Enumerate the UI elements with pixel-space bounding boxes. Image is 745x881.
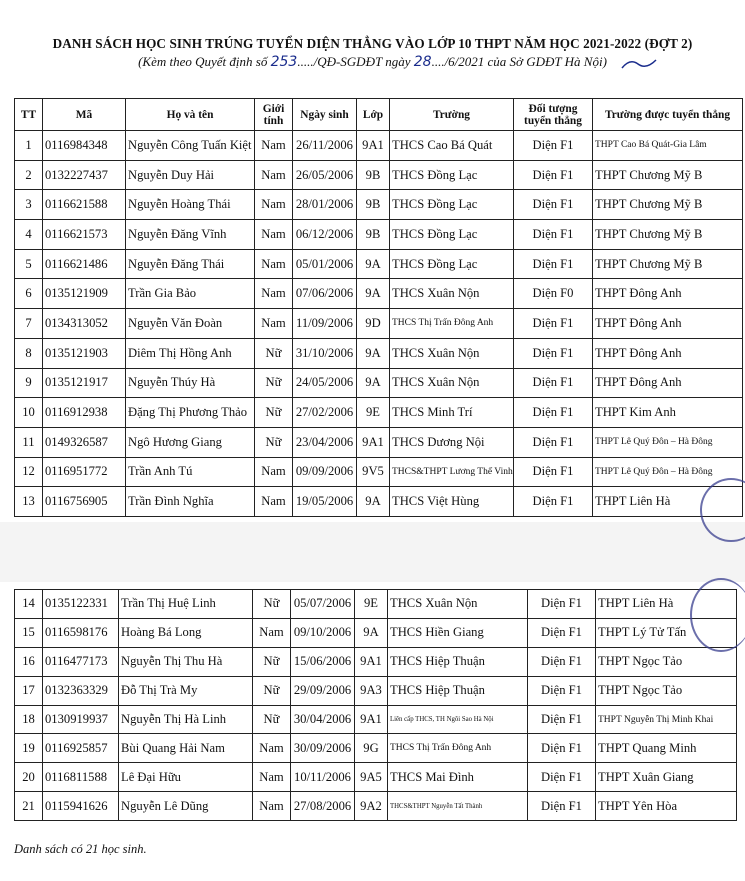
cell-admitted-school: THPT Cao Bá Quát-Gia Lâm — [593, 131, 743, 161]
table-row — [15, 338, 743, 368]
cell-gender: Nam — [255, 220, 293, 250]
cell-name: Nguyễn Đăng Thái — [126, 249, 255, 279]
cell-gender: Nữ — [253, 705, 291, 734]
cell-tt: 16 — [15, 647, 43, 676]
cell-dob: 07/06/2006 — [293, 279, 357, 309]
table-row — [15, 368, 743, 398]
cell-admitted-school: THPT Đông Anh — [593, 279, 743, 309]
cell-code: 0115941626 — [43, 792, 119, 821]
cell-class: 9A — [357, 279, 390, 309]
cell-tt: 19 — [15, 734, 43, 763]
cell-admitted-school: THPT Liên Hà — [596, 590, 737, 619]
cell-tt: 5 — [15, 249, 43, 279]
cell-tt: 7 — [15, 309, 43, 339]
cell-tt: 4 — [15, 220, 43, 250]
cell-class: 9A — [357, 249, 390, 279]
subtitle-suffix: ..../6/2021 của Sở GDĐT Hà Nội) — [431, 54, 607, 69]
table-row — [15, 220, 743, 250]
cell-admitted-school: THPT Đông Anh — [593, 338, 743, 368]
cell-dob: 15/06/2006 — [291, 647, 355, 676]
cell-school: THCS Thị Trấn Đông Anh — [388, 734, 528, 763]
cell-category: Diện F1 — [528, 734, 596, 763]
table-row — [15, 676, 737, 705]
cell-gender: Nữ — [253, 676, 291, 705]
cell-dob: 19/05/2006 — [293, 487, 357, 517]
cell-gender: Nam — [255, 160, 293, 190]
cell-class: 9A3 — [355, 676, 388, 705]
cell-dob: 11/09/2006 — [293, 309, 357, 339]
cell-school: THCS Mai Đình — [388, 763, 528, 792]
cell-tt: 13 — [15, 487, 43, 517]
decision-number: 253 — [270, 54, 298, 70]
table-row — [15, 618, 737, 647]
table-row — [15, 427, 743, 457]
cell-category: Diện F0 — [514, 279, 593, 309]
column-header-tt: TT — [15, 99, 43, 131]
cell-name: Diêm Thị Hồng Anh — [126, 338, 255, 368]
cell-category: Diện F1 — [514, 338, 593, 368]
cell-dob: 27/02/2006 — [293, 398, 357, 428]
cell-gender: Nam — [255, 249, 293, 279]
cell-name: Bùi Quang Hải Nam — [119, 734, 253, 763]
cell-dob: 09/10/2006 — [291, 618, 355, 647]
table-row — [15, 457, 743, 487]
cell-dob: 28/01/2006 — [293, 190, 357, 220]
cell-school: THCS Hiệp Thuận — [388, 676, 528, 705]
cell-category: Diện F1 — [514, 368, 593, 398]
cell-tt: 15 — [15, 618, 43, 647]
cell-dob: 05/07/2006 — [291, 590, 355, 619]
cell-admitted-school: THPT Quang Minh — [596, 734, 737, 763]
cell-admitted-school: THPT Xuân Giang — [596, 763, 737, 792]
cell-category: Diện F1 — [528, 590, 596, 619]
cell-code: 0135122331 — [43, 590, 119, 619]
cell-school: THCS Minh Trí — [390, 398, 514, 428]
table-row — [15, 705, 737, 734]
cell-code: 0116951772 — [43, 457, 126, 487]
cell-name: Đặng Thị Phương Thảo — [126, 398, 255, 428]
table-row — [15, 763, 737, 792]
cell-class: 9E — [357, 398, 390, 428]
cell-category: Diện F1 — [528, 705, 596, 734]
cell-gender: Nam — [253, 792, 291, 821]
cell-code: 0116598176 — [43, 618, 119, 647]
subtitle-prefix: (Kèm theo Quyết định số — [138, 54, 271, 69]
table-row — [15, 279, 743, 309]
cell-school: THCS&THPT Lương Thế Vinh — [390, 457, 514, 487]
cell-admitted-school: THPT Liên Hà — [593, 487, 743, 517]
cell-dob: 10/11/2006 — [291, 763, 355, 792]
cell-category: Diện F1 — [528, 792, 596, 821]
table-body-page1 — [15, 131, 743, 517]
cell-code: 0116811588 — [43, 763, 119, 792]
cell-admitted-school: THPT Ngọc Tảo — [596, 647, 737, 676]
cell-code: 0135121917 — [43, 368, 126, 398]
cell-tt: 17 — [15, 676, 43, 705]
table-row — [15, 792, 737, 821]
cell-admitted-school: THPT Yên Hòa — [596, 792, 737, 821]
cell-class: 9A — [357, 487, 390, 517]
cell-code: 0132363329 — [43, 676, 119, 705]
cell-school: THCS Hiền Giang — [388, 618, 528, 647]
table-header — [15, 99, 743, 131]
column-header-school: Trường — [390, 99, 514, 131]
cell-name: Nguyễn Lê Dũng — [119, 792, 253, 821]
cell-code: 0116925857 — [43, 734, 119, 763]
cell-code: 0116984348 — [43, 131, 126, 161]
cell-gender: Nam — [253, 763, 291, 792]
table-row — [15, 249, 743, 279]
cell-school: THCS Đồng Lạc — [390, 249, 514, 279]
column-header-class: Lớp — [357, 99, 390, 131]
table-row — [15, 734, 737, 763]
cell-name: Nguyễn Văn Đoàn — [126, 309, 255, 339]
cell-category: Diện F1 — [514, 487, 593, 517]
cell-code: 0116621588 — [43, 190, 126, 220]
cell-name: Nguyễn Thị Thu Hà — [119, 647, 253, 676]
signature-mark — [620, 54, 660, 74]
cell-class: 9V5 — [357, 457, 390, 487]
cell-admitted-school: THPT Chương Mỹ B — [593, 190, 743, 220]
cell-school: THCS Việt Hùng — [390, 487, 514, 517]
cell-school: THCS Hiệp Thuận — [388, 647, 528, 676]
cell-admitted-school: THPT Lý Tử Tấn — [596, 618, 737, 647]
cell-admitted-school: THPT Chương Mỹ B — [593, 160, 743, 190]
cell-gender: Nam — [255, 309, 293, 339]
cell-school: THCS Thị Trấn Đông Anh — [390, 309, 514, 339]
table-row — [15, 160, 743, 190]
cell-name: Nguyễn Đăng Vĩnh — [126, 220, 255, 250]
cell-admitted-school: THPT Kim Anh — [593, 398, 743, 428]
column-header-admitted-school: Trường được tuyển thẳng — [593, 99, 743, 131]
cell-name: Đỗ Thị Trà My — [119, 676, 253, 705]
column-header-category: Đối tượng tuyển thẳng — [514, 99, 593, 131]
cell-admitted-school: THPT Ngọc Tảo — [596, 676, 737, 705]
cell-code: 0116621573 — [43, 220, 126, 250]
cell-class: 9A1 — [357, 427, 390, 457]
cell-category: Diện F1 — [528, 676, 596, 705]
cell-dob: 09/09/2006 — [293, 457, 357, 487]
official-stamp — [690, 578, 745, 652]
cell-category: Diện F1 — [514, 160, 593, 190]
cell-name: Nguyễn Công Tuấn Kiệt — [126, 131, 255, 161]
cell-category: Diện F1 — [514, 309, 593, 339]
cell-class: 9B — [357, 190, 390, 220]
column-header-code: Mã — [43, 99, 126, 131]
cell-dob: 30/04/2006 — [291, 705, 355, 734]
cell-class: 9B — [357, 220, 390, 250]
cell-name: Nguyễn Thúy Hà — [126, 368, 255, 398]
cell-category: Diện F1 — [528, 618, 596, 647]
cell-admitted-school: THPT Đông Anh — [593, 309, 743, 339]
cell-code: 0116621486 — [43, 249, 126, 279]
cell-school: THCS Đồng Lạc — [390, 160, 514, 190]
cell-dob: 24/05/2006 — [293, 368, 357, 398]
cell-admitted-school: THPT Chương Mỹ B — [593, 249, 743, 279]
cell-name: Trần Gia Bảo — [126, 279, 255, 309]
cell-gender: Nữ — [255, 368, 293, 398]
cell-category: Diện F1 — [514, 427, 593, 457]
cell-class: 9A1 — [357, 131, 390, 161]
cell-tt: 11 — [15, 427, 43, 457]
cell-dob: 26/05/2006 — [293, 160, 357, 190]
cell-dob: 29/09/2006 — [291, 676, 355, 705]
cell-gender: Nam — [255, 279, 293, 309]
cell-class: 9A — [357, 368, 390, 398]
cell-admitted-school: THPT Nguyễn Thị Minh Khai — [596, 705, 737, 734]
cell-code: 0135121909 — [43, 279, 126, 309]
cell-tt: 18 — [15, 705, 43, 734]
table-body-page2 — [15, 590, 737, 821]
cell-gender: Nam — [255, 487, 293, 517]
cell-admitted-school: THPT Lê Quý Đôn – Hà Đông — [593, 457, 743, 487]
cell-school: THCS Xuân Nộn — [388, 590, 528, 619]
cell-name: Lê Đại Hữu — [119, 763, 253, 792]
cell-code: 0116756905 — [43, 487, 126, 517]
cell-category: Diện F1 — [514, 190, 593, 220]
cell-class: 9A1 — [355, 647, 388, 676]
cell-tt: 21 — [15, 792, 43, 821]
cell-tt: 3 — [15, 190, 43, 220]
cell-gender: Nữ — [253, 647, 291, 676]
cell-school: THCS Xuân Nộn — [390, 279, 514, 309]
cell-dob: 05/01/2006 — [293, 249, 357, 279]
cell-category: Diện F1 — [514, 220, 593, 250]
cell-school: THCS&THPT Nguyễn Tất Thành — [388, 792, 528, 821]
cell-name: Trần Anh Tú — [126, 457, 255, 487]
cell-name: Ngô Hương Giang — [126, 427, 255, 457]
subtitle-middle: ...../QĐ-SGDĐT ngày — [297, 54, 414, 69]
cell-tt: 12 — [15, 457, 43, 487]
cell-school: THCS Đồng Lạc — [390, 220, 514, 250]
cell-code: 0116477173 — [43, 647, 119, 676]
cell-class: 9E — [355, 590, 388, 619]
cell-school: THCS Xuân Nộn — [390, 368, 514, 398]
cell-dob: 23/04/2006 — [293, 427, 357, 457]
table-row — [15, 131, 743, 161]
cell-admitted-school: THPT Đông Anh — [593, 368, 743, 398]
cell-gender: Nữ — [253, 590, 291, 619]
table-row — [15, 647, 737, 676]
cell-dob: 31/10/2006 — [293, 338, 357, 368]
cell-dob: 06/12/2006 — [293, 220, 357, 250]
decision-day: 28 — [413, 54, 432, 70]
table-row — [15, 487, 743, 517]
cell-class: 9A — [355, 618, 388, 647]
cell-class: 9A2 — [355, 792, 388, 821]
cell-tt: 9 — [15, 368, 43, 398]
cell-category: Diện F1 — [528, 763, 596, 792]
cell-gender: Nam — [253, 734, 291, 763]
table-row — [15, 398, 743, 428]
column-header-gender: Giới tính — [255, 99, 293, 131]
cell-category: Diện F1 — [514, 398, 593, 428]
cell-gender: Nữ — [255, 338, 293, 368]
cell-class: 9A — [357, 338, 390, 368]
cell-code: 0116912938 — [43, 398, 126, 428]
cell-class: 9G — [355, 734, 388, 763]
cell-class: 9D — [357, 309, 390, 339]
cell-admitted-school: THPT Lê Quý Đôn – Hà Đông — [593, 427, 743, 457]
cell-name: Nguyễn Thị Hà Linh — [119, 705, 253, 734]
cell-name: Trần Thị Huệ Linh — [119, 590, 253, 619]
cell-category: Diện F1 — [514, 249, 593, 279]
cell-code: 0132227437 — [43, 160, 126, 190]
cell-category: Diện F1 — [528, 647, 596, 676]
cell-class: 9B — [357, 160, 390, 190]
cell-dob: 27/08/2006 — [291, 792, 355, 821]
cell-name: Trần Đình Nghĩa — [126, 487, 255, 517]
students-table-page2 — [14, 589, 737, 821]
cell-school: THCS Xuân Nộn — [390, 338, 514, 368]
cell-class: 9A1 — [355, 705, 388, 734]
cell-gender: Nam — [255, 190, 293, 220]
cell-gender: Nam — [255, 131, 293, 161]
cell-name: Nguyễn Hoàng Thái — [126, 190, 255, 220]
cell-school: THCS Dương Nội — [390, 427, 514, 457]
cell-gender: Nữ — [255, 398, 293, 428]
cell-tt: 1 — [15, 131, 43, 161]
page-break — [0, 522, 745, 582]
cell-tt: 10 — [15, 398, 43, 428]
cell-dob: 30/09/2006 — [291, 734, 355, 763]
cell-category: Diện F1 — [514, 131, 593, 161]
document-title: DANH SÁCH HỌC SINH TRÚNG TUYỂN DIỆN THẲNG VÀO LỚP 10 THPT NĂM HỌC 2021-2022 (ĐỢT 2) — [52, 36, 693, 51]
cell-name: Hoàng Bá Long — [119, 618, 253, 647]
cell-class: 9A5 — [355, 763, 388, 792]
cell-school: Liên cấp THCS, TH Ngôi Sao Hà Nội — [388, 705, 528, 734]
cell-code: 0149326587 — [43, 427, 126, 457]
cell-tt: 8 — [15, 338, 43, 368]
cell-tt: 6 — [15, 279, 43, 309]
table-row — [15, 590, 737, 619]
footer-note: Danh sách có 21 học sinh. — [14, 842, 147, 856]
cell-code: 0135121903 — [43, 338, 126, 368]
cell-tt: 20 — [15, 763, 43, 792]
students-table-page1 — [14, 98, 743, 517]
cell-name: Nguyễn Duy Hải — [126, 160, 255, 190]
cell-school: THCS Cao Bá Quát — [390, 131, 514, 161]
cell-admitted-school: THPT Chương Mỹ B — [593, 220, 743, 250]
table-row — [15, 309, 743, 339]
cell-code: 0134313052 — [43, 309, 126, 339]
column-header-dob: Ngày sinh — [293, 99, 357, 131]
cell-dob: 26/11/2006 — [293, 131, 357, 161]
cell-gender: Nam — [255, 457, 293, 487]
table-row — [15, 190, 743, 220]
cell-gender: Nam — [253, 618, 291, 647]
cell-school: THCS Đồng Lạc — [390, 190, 514, 220]
cell-code: 0130919937 — [43, 705, 119, 734]
column-header-name: Họ và tên — [126, 99, 255, 131]
cell-category: Diện F1 — [514, 457, 593, 487]
cell-tt: 2 — [15, 160, 43, 190]
cell-tt: 14 — [15, 590, 43, 619]
cell-gender: Nữ — [255, 427, 293, 457]
